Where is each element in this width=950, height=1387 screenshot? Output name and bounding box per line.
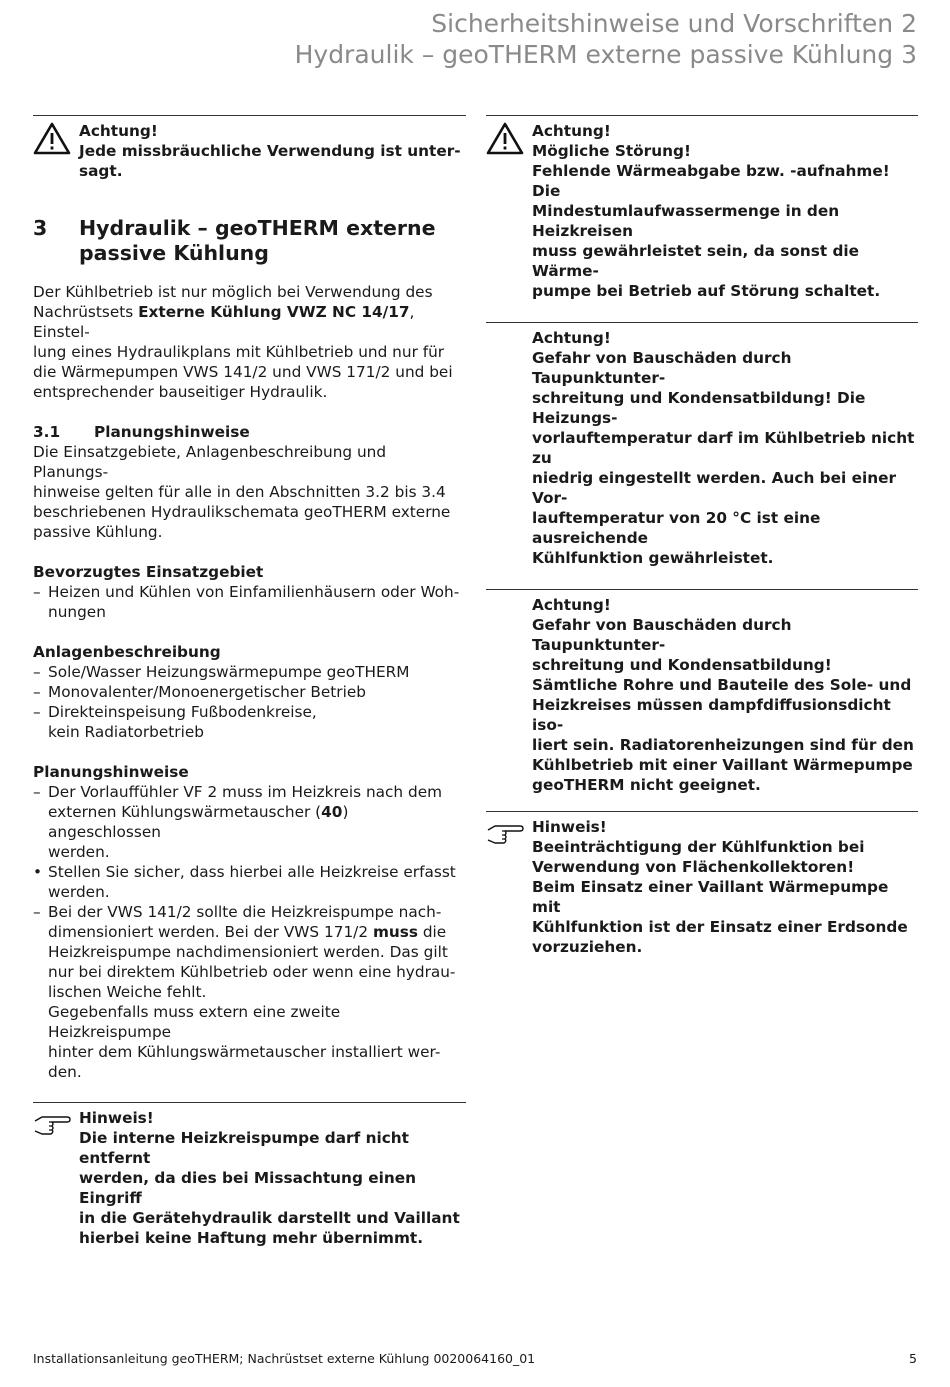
intro-paragraph	[33, 282, 466, 402]
hint-text: Die interne Heizkreispumpe darf nicht entfernt werden, da dies bei Missachtung einen Eingriff in die Gerätehydraulik darstellt und Vaillant hierbei keine Haftung mehr übernimmt.	[79, 1129, 460, 1247]
hint-text: Beeinträchtigung der Kühlfunktion bei Verwendung von Flächenkollektoren! Beim Einsatz einer Vaillant Wärmepumpe mit Kühlfunktion ist der Einsatz einer Erdsonde vorzuziehen.	[532, 838, 908, 956]
anlage-list	[33, 662, 466, 742]
list-item: – Monovalenter/Monoenergetischer Betrieb	[33, 682, 466, 702]
warning-box-dewpoint	[486, 322, 918, 568]
page-number: 5	[909, 1351, 917, 1366]
subsection-number: 3.1	[33, 423, 61, 441]
hint-title: Hinweis!	[79, 1109, 154, 1127]
planung-item1-bold: 40	[321, 803, 343, 821]
warning-text: Mögliche Störung! Fehlende Wärmeabgabe bzw. -aufnahme! Die Mindestumlaufwassermenge in den Heizkreisen muss gewährleistet sein, da sonst die Wärme- pumpe bei Betrieb auf Störung schaltet.	[532, 142, 890, 300]
warning-text: Jede missbräuchliche Verwendung ist unter- sagt.	[79, 142, 461, 180]
pointing-hand-icon	[33, 1111, 71, 1145]
warning-box-insulation	[486, 589, 918, 795]
left-column	[33, 115, 466, 1248]
warning-title: Achtung!	[532, 122, 611, 140]
anlage-heading: Anlagenbeschreibung	[33, 643, 221, 661]
list-item	[33, 782, 466, 862]
warning-title: Achtung!	[532, 329, 611, 347]
section-title-line-2: passive Kühlung	[79, 241, 269, 265]
subsection-heading	[33, 422, 466, 442]
warning-title: Achtung!	[79, 122, 158, 140]
planung-list	[33, 782, 466, 1082]
header-line-2: Hydraulik – geoTHERM externe passive Kühlung 3	[294, 40, 917, 69]
header-line-1: Sicherheitshinweise und Vorschriften 2	[431, 9, 917, 38]
section-heading	[33, 216, 466, 266]
planung-heading: Planungshinweise	[33, 763, 189, 781]
warning-triangle-icon	[33, 122, 71, 156]
intro-text-2: , Einstel- lung eines Hydraulikplans mit Kühlbetrieb und nur für die Wärmepumpen VWS 141/2 und VWS 171/2 und bei entsprechender bauseitiger Hydraulik.	[33, 303, 453, 401]
planung-item1-a: Der Vorlauffühler VF 2 muss im Heizkreis nach dem externen Kühlungswärmetauscher (	[48, 783, 443, 821]
pointing-hand-icon	[486, 820, 524, 854]
warning-triangle-icon	[486, 122, 524, 156]
section-title-line-1: Hydraulik – geoTHERM externe	[79, 216, 436, 240]
list-item: – Sole/Wasser Heizungswärmepumpe geoTHERM	[33, 662, 466, 682]
subsection-text: Die Einsatzgebiete, Anlagenbeschreibung und Planungs- hinweise gelten für alle in den Abschnitten 3.2 bis 3.4 beschriebenen Hydraulikschemata geoTHERM externe passive Kühlung.	[33, 443, 451, 541]
planung-item3-bold: muss	[372, 923, 418, 941]
warning-box-misuse	[33, 115, 466, 181]
planung-item3-c: die Heizkreispumpe nachdimensioniert werden. Das gilt nur bei direktem Kühlbetrieb oder wenn eine hydrau- lischen Weiche fehlt. Gegebenfalls muss extern eine zweite Heizkreispumpe hinter dem Kühlungswärmetauscher installiert wer- den.	[48, 923, 456, 1081]
footer-text: Installationsanleitung geoTHERM; Nachrüstset externe Kühlung 0020064160_01	[33, 1351, 536, 1366]
hint-title: Hinweis!	[532, 818, 607, 836]
list-item: – Direkteinspeisung Fußbodenkreise, kein Radiatorbetrieb	[33, 702, 466, 742]
page-footer	[33, 1349, 917, 1369]
intro-text-1: Der Kühlbetrieb ist nur möglich bei Verwendung des Nachrüstsets	[33, 283, 433, 321]
einsatz-heading: Bevorzugtes Einsatzgebiet	[33, 563, 264, 581]
page-header	[295, 8, 917, 70]
list-item: – Heizen und Kühlen von Einfamilienhäusern oder Woh- nungen	[33, 582, 466, 622]
warning-box-malfunction	[486, 115, 918, 795]
list-item: • Stellen Sie sicher, dass hierbei alle Heizkreise erfasst werden.	[33, 862, 466, 902]
section-number: 3	[33, 216, 48, 240]
warning-text: Gefahr von Bauschäden durch Taupunktunter- schreitung und Kondensatbildung! Die Heizungs- vorlauftemperatur darf im Kühlbetrieb nicht zu niedrig eingestellt werden. Auch bei einer Vor- lauftemperatur von 20 °C ist eine ausreichende Kühlfunktion gewährleistet.	[532, 349, 915, 567]
intro-text-bold: Externe Kühlung VWZ NC 14/17	[138, 303, 410, 321]
list-item	[33, 902, 466, 1082]
hint-box-collectors	[486, 811, 918, 957]
einsatz-list	[33, 582, 466, 622]
planung-item1-c: ) angeschlossen werden.	[48, 803, 349, 861]
planung-item3-a: Bei der VWS 141/2 sollte die Heizkreispumpe nach- dimensioniert werden. Bei der VWS 171/2	[48, 903, 442, 941]
subsection-title: Planungshinweise	[94, 423, 250, 441]
warning-text: Gefahr von Bauschäden durch Taupunktunter- schreitung und Kondensatbildung! Sämtliche Rohre und Bauteile des Sole- und Heizkreises müssen dampfdiffusionsdicht iso- liert sein. Radiatorenheizungen sind für den Kühlbetrieb mit einer Vaillant Wärmepumpe geoTHERM nicht geeignet.	[532, 616, 914, 794]
right-column	[486, 115, 918, 957]
hint-box-pump	[33, 1102, 466, 1248]
warning-title: Achtung!	[532, 596, 611, 614]
